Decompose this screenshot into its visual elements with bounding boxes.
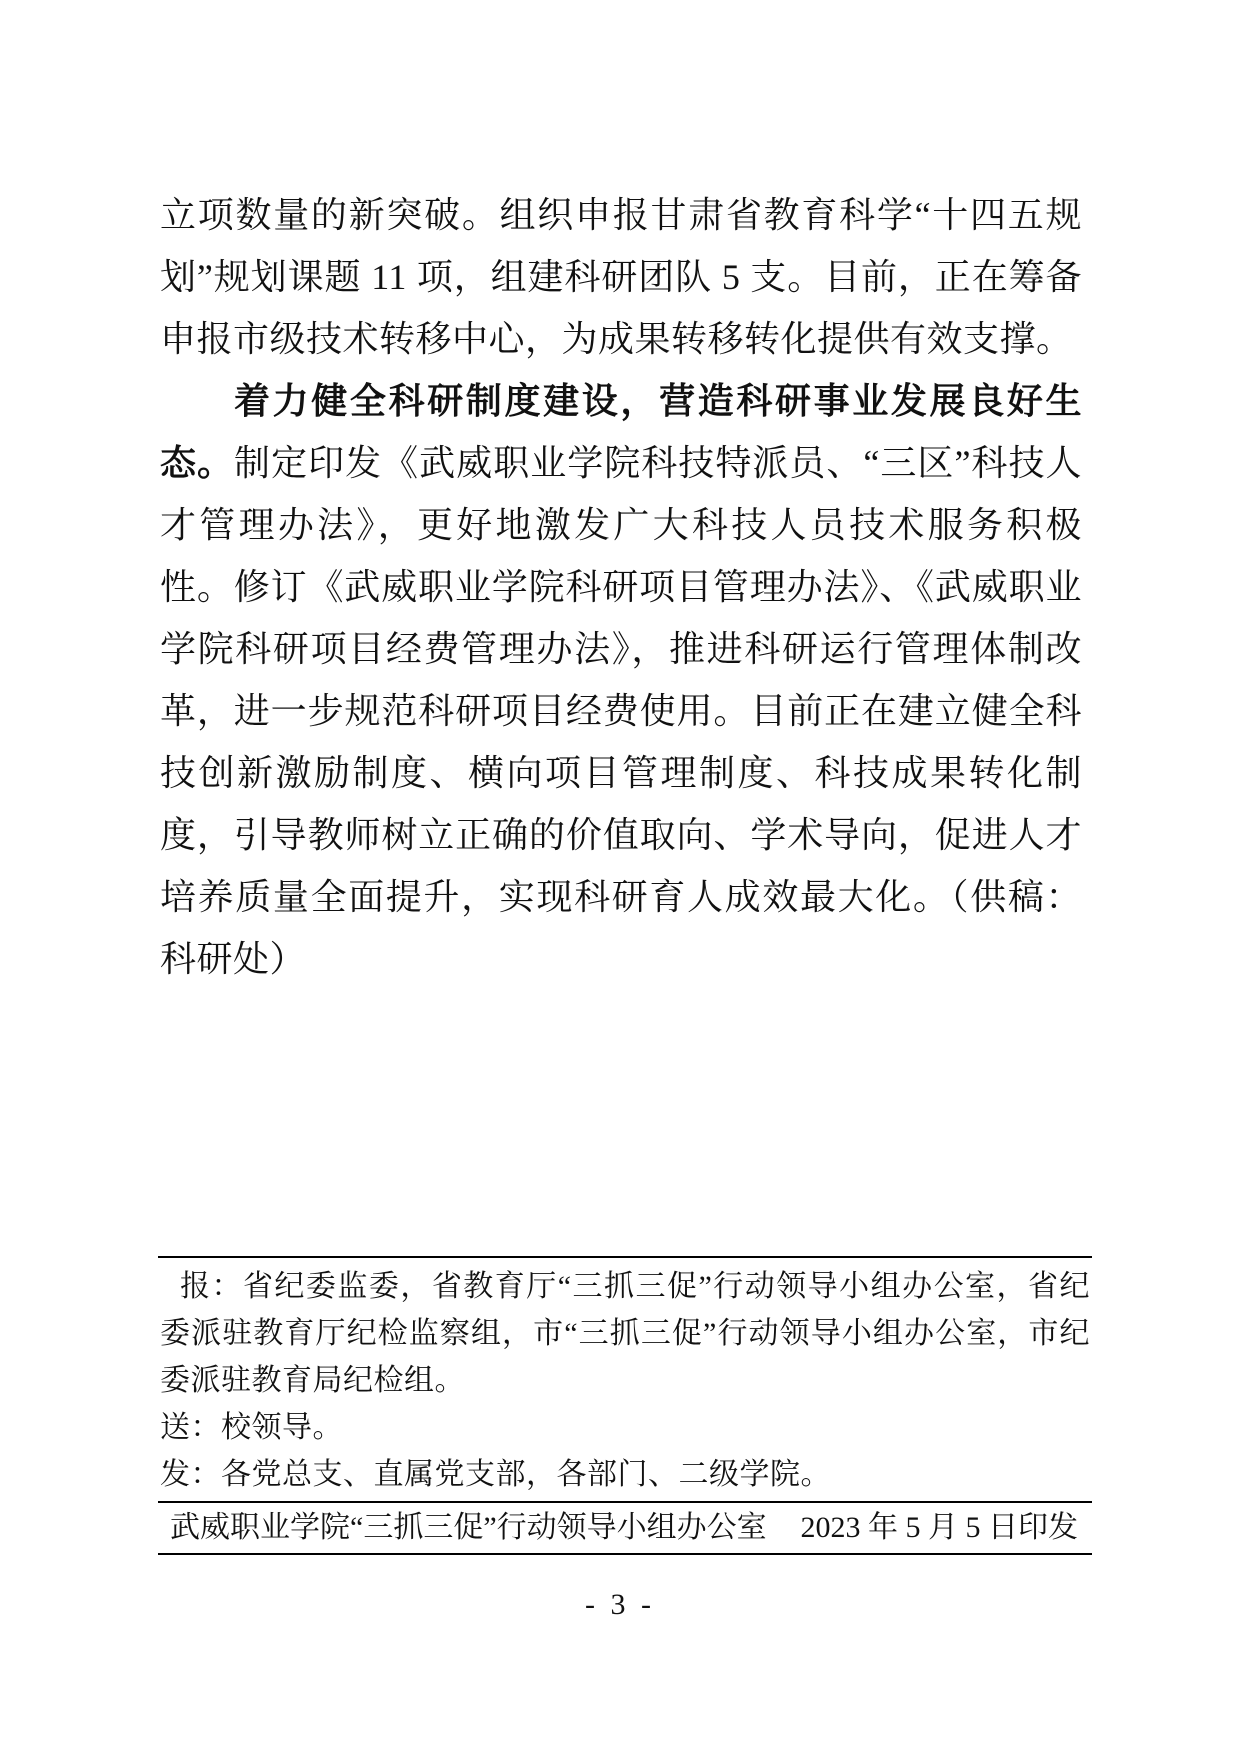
footer-distribution-block [158, 1258, 1092, 1501]
footer-issuer-row [158, 1503, 1092, 1553]
footer-issue-line: 发：各党总支、直属党支部，各部门、二级学院。 [160, 1458, 831, 1491]
document-footer [158, 1256, 1092, 1555]
footer-rule-bottom [158, 1553, 1092, 1555]
footer-report-line: 报：省纪委监委，省教育厅“三抓三促”行动领导小组办公室，省纪委派驻教育厅纪检监察组，市“三抓三促”行动领导小组办公室，市纪委派驻教育局纪检组。 [160, 1270, 1090, 1397]
document-body [160, 184, 1082, 990]
page-number: - 3 - [585, 1588, 655, 1621]
paragraph-continuation: 立项数量的新突破。组织申报甘肃省教育科学“十四五规划”规划课题 11 项，组建科研团队 5 支。目前，正在筹备申报市级技术转移中心，为成果转移转化提供有效支撑。 [160, 195, 1082, 359]
issuer-office: 武威职业学院“三抓三促”行动领导小组办公室 [170, 1511, 767, 1544]
paragraph-bold-lead: 着力健全科研制度建设，营造科研事业发展良好生态。 [160, 381, 1082, 483]
paragraph-institutional-text: 制定印发《武威职业学院科技特派员、“三区”科技人才管理办法》，更好地激发广大科技人员技术服务积极性。修订《武威职业学院科研项目管理办法》、《武威职业学院科研项目经费管理办法》，推进科研运行管理体制改革，进一步规范科研项目经费使用。目前正在建立健全科技创新激励制度、横向项目管理制度、科技成果转化制度，引导教师树立正确的价值取向、学术导向，促进人才培养质量全面提升，实现科研育人成效最大化。（供稿：科研处） [160, 443, 1082, 979]
paragraph-institutional [160, 370, 1082, 990]
print-date: 2023 年 5 月 5 日印发 [800, 1511, 1078, 1544]
footer-send-line: 送：校领导。 [160, 1411, 343, 1444]
